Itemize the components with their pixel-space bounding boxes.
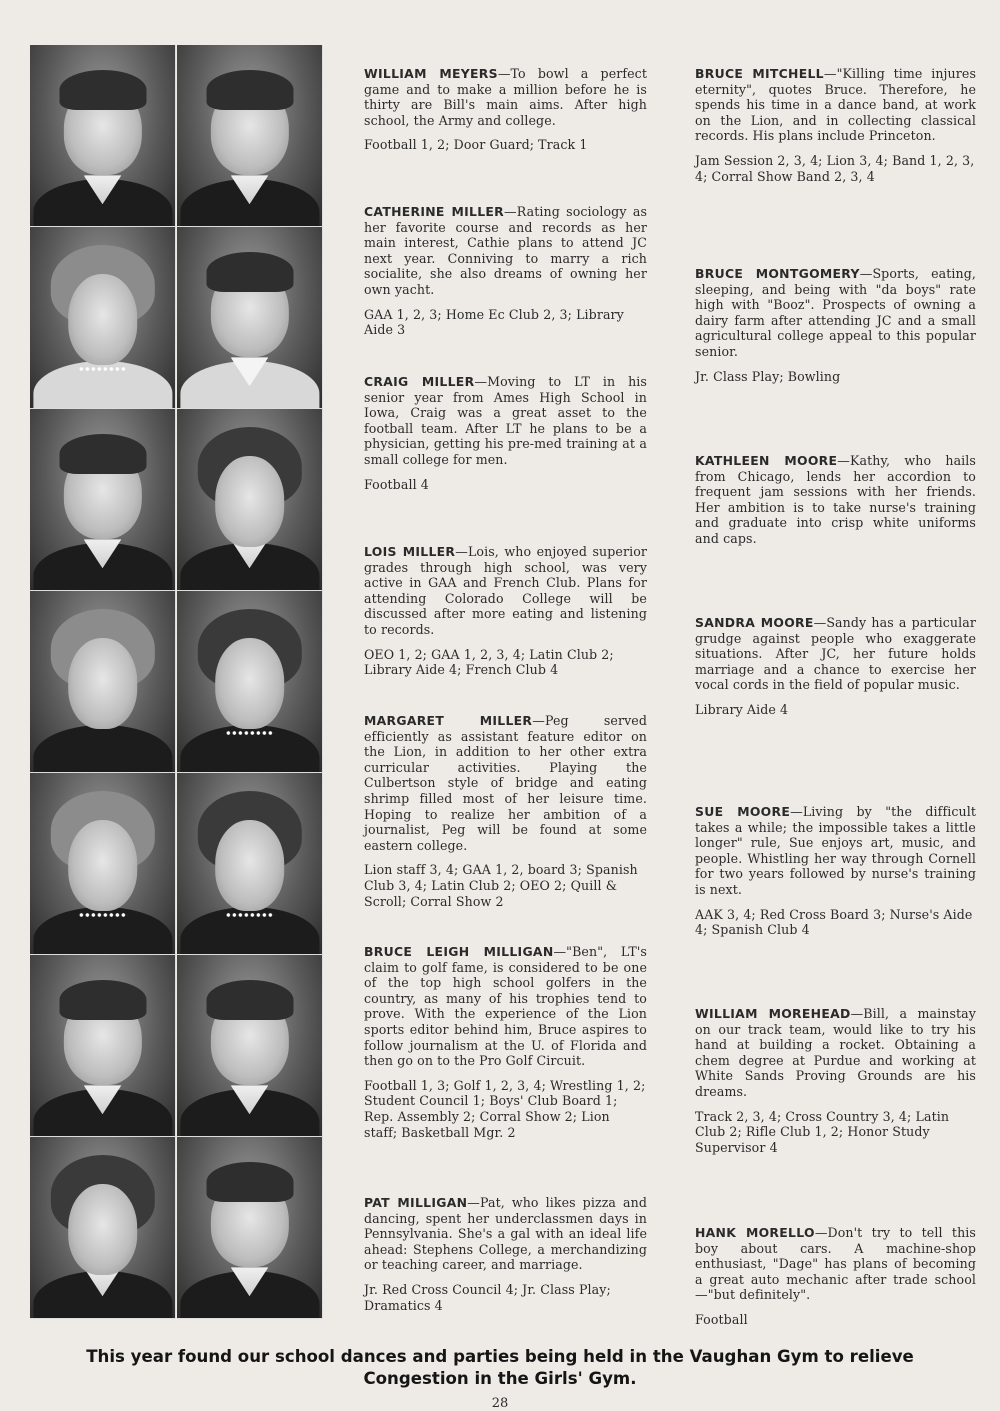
portrait-sandra-moore — [177, 591, 323, 773]
portrait-bruce-leigh-milligan — [30, 955, 176, 1137]
student-name: CRAIG MILLER — [364, 374, 475, 389]
student-activities: GAA 1, 2, 3; Home Ec Club 2, 3; Library Aide 3 — [364, 306, 624, 338]
entry-craig-miller — [364, 374, 647, 492]
student-activities: Football 1, 2; Door Guard; Track 1 — [364, 137, 588, 153]
student-name: BRUCE LEIGH MILLIGAN — [364, 944, 554, 959]
portrait-sue-moore — [177, 773, 323, 955]
student-name: LOIS MILLER — [364, 544, 456, 559]
student-name: SANDRA MOORE — [695, 615, 814, 630]
entry-sandra-moore — [695, 615, 976, 718]
student-activities: Jr. Red Cross Council 4; Jr. Class Play; Dramatics 4 — [364, 1281, 611, 1313]
portrait-craig-miller — [30, 409, 176, 591]
student-name: MARGARET MILLER — [364, 713, 533, 728]
student-name: CATHERINE MILLER — [364, 204, 505, 219]
portrait-grid — [30, 45, 323, 1322]
student-bio: —Don't try to tell this boy about cars. A machine-shop enthusiast, "Dage" has plans of becoming a great auto mechanic after trade school—"but definitely". — [695, 1225, 976, 1303]
entry-sue-moore — [695, 804, 976, 938]
entry-bruce-mitchell — [695, 66, 976, 184]
entry-kathleen-moore — [695, 453, 976, 547]
portrait-catherine-miller — [30, 227, 176, 409]
student-name: HANK MORELLO — [695, 1225, 815, 1240]
portrait-bruce-mitchell — [177, 45, 323, 227]
portrait-hank-morello — [177, 1137, 323, 1319]
entry-william-meyers — [364, 66, 647, 153]
student-activities: AAK 3, 4; Red Cross Board 3; Nurse's Aide 4; Spanish Club 4 — [695, 906, 973, 938]
entry-pat-milligan — [364, 1195, 647, 1313]
student-name: WILLIAM MEYERS — [364, 66, 498, 81]
entry-william-morehead — [695, 1006, 976, 1155]
student-bio: —Living by "the difficult takes a while; the impossible takes a little longer" rule, Sue enjoys art, music, and people. Whistling her way through Cornell for two years followed by nurse's training is next. — [695, 804, 976, 897]
student-activities: Jam Session 2, 3, 4; Lion 3, 4; Band 1, 2, 3, 4; Corral Show Band 2, 3, 4 — [695, 152, 975, 184]
portrait-kathleen-moore — [177, 409, 323, 591]
student-bio: —Peg served efficiently as assistant feature editor on the Lion, in addition to her other extra curricular activities. Playing the Culbertson style of bridge and eating shrimp filled most of her leisure time. Hoping to realize her ambition of a journalist, Peg will be found at some eastern college. — [364, 713, 648, 853]
student-activities: Jr. Class Play; Bowling — [695, 368, 841, 384]
student-name: WILLIAM MOREHEAD — [695, 1006, 851, 1021]
page-number: 28 — [491, 1396, 509, 1411]
page-caption — [60, 1346, 940, 1390]
entry-hank-morello — [695, 1225, 976, 1328]
caption-line-1: This year found our school dances and parties being held in the Vaughan Gym to relieve — [86, 1347, 914, 1366]
student-name: PAT MILLIGAN — [364, 1195, 468, 1210]
student-name: KATHLEEN MOORE — [695, 453, 838, 468]
student-activities: OEO 1, 2; GAA 1, 2, 3, 4; Latin Club 2; Library Aide 4; French Club 4 — [364, 646, 614, 678]
student-bio: —To bowl a perfect game and to make a million before he is thirty are Bill's main aims. After high school, the Army and college. — [364, 66, 647, 128]
student-bio: —Moving to LT in his senior year from Ames High School in Iowa, Craig was a great asset to the football team. After LT he plans to be a physician, getting his pre-med training at a small college for men. — [364, 374, 647, 467]
student-name: SUE MOORE — [695, 804, 791, 819]
portrait-william-morehead — [177, 955, 323, 1137]
student-activities: Lion staff 3, 4; GAA 1, 2, board 3; Spanish Club 3, 4; Latin Club 2; OEO 2; Quill & Scroll; Corral Show 2 — [364, 862, 638, 909]
entry-lois-miller — [364, 544, 647, 678]
student-bio: —Sports, eating, sleeping, and being with "da boys" rate high with "Booz". Prospects of owning a dairy farm after attending JC and a small agricultural college appeal to this popular senior. — [695, 266, 976, 359]
portrait-margaret-miller — [30, 773, 176, 955]
student-name: BRUCE MONTGOMERY — [695, 266, 860, 281]
student-bio: —Bill, a mainstay on our track team, would like to try his hand at building a rocket. Obtaining a chem degree at Purdue and working at White Sands Proving Grounds are his dreams. — [695, 1006, 976, 1099]
student-activities: Track 2, 3, 4; Cross Country 3, 4; Latin Club 2; Rifle Club 1, 2; Honor Study Supervisor 4 — [695, 1108, 950, 1155]
portrait-pat-milligan — [30, 1137, 176, 1319]
entry-margaret-miller — [364, 713, 647, 909]
student-bio: —Kathy, who hails from Chicago, lends her accordion to frequent jam sessions with her friends. Her ambition is to take nurse's training and graduate into crisp white uniforms and caps. — [695, 453, 976, 546]
student-bio: —Pat, who likes pizza and dancing, spent her underclassmen days in Pennsylvania. She's a gal with an ideal life ahead: Stephens College, a merchandizing or teaching career, and marriage. — [364, 1195, 647, 1273]
entry-bruce-montgomery — [695, 266, 976, 384]
entry-catherine-miller — [364, 204, 647, 338]
student-bio: —Lois, who enjoyed superior grades through high school, was very active in GAA and French Club. Plans for attending Colorado College will be discussed after more eating and listening to records. — [364, 544, 647, 637]
student-activities: Library Aide 4 — [695, 701, 789, 717]
student-activities: Football — [695, 1311, 748, 1327]
entry-bruce-leigh-milligan — [364, 944, 647, 1140]
portrait-william-meyers — [30, 45, 176, 227]
student-bio: —Sandy has a particular grudge against people who exaggerate situations. After JC, her future holds marriage and a chance to exercise her vocal cords in the field of popular music. — [695, 615, 976, 693]
student-activities: Football 4 — [364, 476, 429, 492]
student-bio: —"Ben", LT's claim to golf fame, is considered to be one of the top high school golfers in the country, as many of his trophies tend to prove. With the experience of the Lion sports editor behind him, Bruce aspires to follow journalism at the U. of Florida and then go on to the Pro Golf Circuit. — [364, 944, 647, 1069]
portrait-lois-miller — [30, 591, 176, 773]
caption-line-2: Congestion in the Girls' Gym. — [363, 1369, 637, 1388]
student-activities: Football 1, 3; Golf 1, 2, 3, 4; Wrestling 1, 2; Student Council 1; Boys' Club Board 1; Rep. Assembly 2; Corral Show 2; Lion staff; Basketball Mgr. 2 — [364, 1077, 646, 1140]
student-bio: —Rating sociology as her favorite course and records as her main interest, Cathie plans to attend JC next year. Conniving to marry a rich socialite, she also dreams of owning her own yacht. — [364, 204, 648, 297]
student-name: BRUCE MITCHELL — [695, 66, 824, 81]
portrait-bruce-montgomery — [177, 227, 323, 409]
student-bio: —"Killing time injures eternity", quotes Bruce. Therefore, he spends his time in a dance band, at work on the Lion, and in collecting classical records. His plans include Princeton. — [695, 66, 977, 144]
